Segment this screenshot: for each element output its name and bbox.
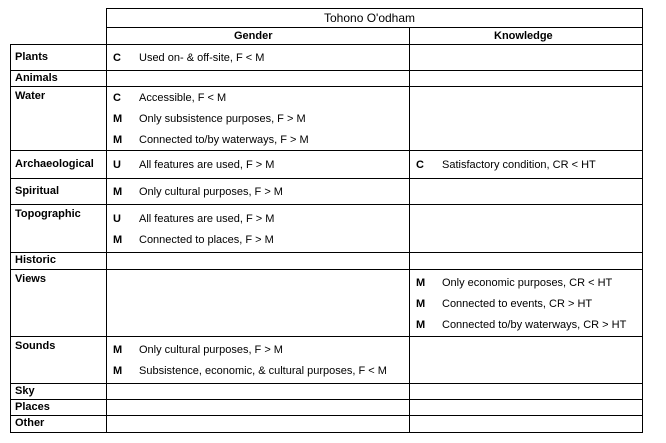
table-rule <box>106 27 643 28</box>
entry-code: M <box>416 276 426 289</box>
entry-code: M <box>416 297 426 310</box>
entry-text: All features are used, F > M <box>139 159 275 171</box>
entry-text: Only cultural purposes, F > M <box>139 344 283 356</box>
entry-code: U <box>113 212 121 225</box>
row-rule <box>10 178 643 179</box>
row-label: Historic <box>15 254 56 266</box>
entry-text: Connected to places, F > M <box>139 233 274 246</box>
row-rule <box>10 86 643 87</box>
entry-code: C <box>113 52 121 64</box>
row-label: Other <box>15 417 45 429</box>
entry-text: Connected to events, CR > HT <box>442 297 593 310</box>
row-rule <box>10 336 643 337</box>
row-label: Views <box>15 273 46 285</box>
entry-code: M <box>113 186 123 198</box>
row-rule <box>10 204 643 205</box>
column-header-gender: Gender <box>234 30 273 42</box>
row-label: Plants <box>15 50 49 63</box>
column-rule <box>106 8 107 433</box>
row-rule <box>10 383 643 384</box>
row-rule <box>10 399 643 400</box>
entry-code: M <box>113 233 123 246</box>
table-group-title: Tohono O'odham <box>324 11 416 25</box>
row-rule <box>10 269 643 270</box>
entry-text: Only subsistence purposes, F > M <box>139 113 306 125</box>
table-border <box>642 8 643 433</box>
row-label: Places <box>15 400 50 413</box>
entry-text: Connected to/by waterways, F > M <box>139 134 309 146</box>
entry-code: M <box>113 365 123 377</box>
table-border <box>10 44 11 433</box>
entry-text: All features are used, F > M <box>139 212 275 225</box>
entry-code: M <box>113 134 123 146</box>
entry-code: M <box>113 344 123 356</box>
row-rule <box>10 432 643 433</box>
row-label: Water <box>15 90 46 102</box>
entry-text: Accessible, F < M <box>139 92 227 104</box>
entry-code: U <box>113 159 121 171</box>
entry-code: M <box>113 113 123 125</box>
entry-text: Only economic purposes, CR < HT <box>442 276 613 289</box>
entry-text: Used on- & off-site, F < M <box>139 52 265 64</box>
row-rule <box>10 70 643 71</box>
row-rule <box>10 415 643 416</box>
row-label: Sky <box>15 384 35 397</box>
row-rule <box>10 252 643 253</box>
row-label: Animals <box>15 71 58 84</box>
entry-code: C <box>416 159 424 171</box>
column-rule <box>409 27 410 433</box>
entry-text: Connected to/by waterways, CR > HT <box>442 318 627 331</box>
row-label: Archaeological <box>15 157 94 170</box>
column-header-knowledge: Knowledge <box>494 30 553 42</box>
row-label: Sounds <box>15 340 56 352</box>
row-label: Spiritual <box>15 184 60 197</box>
entry-code: C <box>113 92 121 104</box>
table-rule <box>106 8 643 9</box>
entry-text: Subsistence, economic, & cultural purposes, F < M <box>139 365 387 377</box>
entry-code: M <box>416 318 426 331</box>
row-rule <box>10 44 643 45</box>
row-label: Topographic <box>15 208 81 220</box>
entry-text: Only cultural purposes, F > M <box>139 186 283 198</box>
row-rule <box>10 150 643 151</box>
entry-text: Satisfactory condition, CR < HT <box>442 159 596 171</box>
